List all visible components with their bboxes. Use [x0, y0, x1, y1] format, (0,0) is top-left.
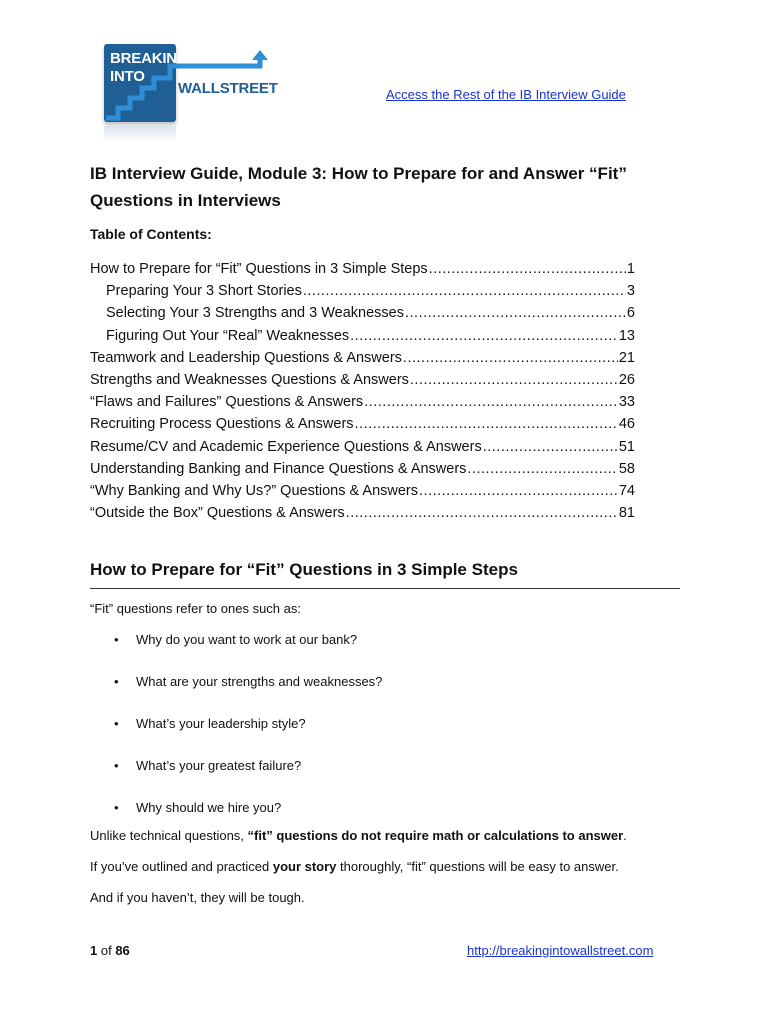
toc-entry-page: 51 — [618, 438, 635, 455]
fit-questions-list — [90, 630, 382, 840]
toc-heading: Table of Contents: — [90, 226, 212, 242]
toc-entry[interactable] — [90, 347, 635, 369]
toc-entry-title: Figuring Out Your “Real” Weaknesses — [106, 327, 350, 344]
toc-entry-title: Preparing Your 3 Short Stories — [106, 283, 302, 300]
paragraph-tough: And if you haven’t, they will be tough. — [90, 890, 305, 905]
toc-entry[interactable] — [90, 391, 635, 413]
toc-entry[interactable] — [90, 280, 635, 302]
emphasis-text: “fit” questions do not require math or calculations to answer — [247, 828, 624, 843]
toc-entry[interactable] — [90, 502, 635, 524]
toc-entry-page: 26 — [618, 371, 635, 388]
access-guide-link[interactable]: Access the Rest of the IB Interview Guide — [386, 87, 626, 102]
list-item — [90, 672, 382, 714]
toc-entry-page: 81 — [618, 505, 635, 522]
logo-word-into: INTO — [110, 68, 145, 85]
logo-word-breaking: BREAKING — [110, 50, 189, 67]
logo-word-wallstreet: WALLSTREET — [178, 80, 278, 97]
bullet-icon: • — [114, 716, 119, 731]
document-title: IB Interview Guide, Module 3: How to Prepare for and Answer “Fit” Questions in Interviews — [90, 164, 627, 210]
page-number: 1 of 86 — [90, 943, 130, 958]
toc-entry-title: “Flaws and Failures” Questions & Answers — [90, 394, 364, 411]
toc-entry-title: Teamwork and Leadership Questions & Answers — [90, 349, 402, 366]
toc-entry-page: 3 — [626, 283, 635, 300]
bullet-icon: • — [114, 674, 119, 689]
toc-entry-page: 33 — [618, 394, 635, 411]
toc-entry-page: 46 — [618, 416, 635, 433]
section-heading: How to Prepare for “Fit” Questions in 3 Simple Steps — [90, 560, 680, 589]
toc-entry-page: 21 — [618, 349, 635, 366]
list-item-text: What’s your greatest failure? — [136, 758, 302, 773]
toc-entry-page: 13 — [618, 327, 635, 344]
list-item — [90, 630, 382, 672]
emphasis-text: your story — [272, 859, 337, 874]
paragraph-technical: Unlike technical questions, “fit” questions do not require math or calculations to answer. — [90, 828, 627, 843]
toc-entry[interactable] — [90, 325, 635, 347]
toc-entry[interactable] — [90, 413, 635, 435]
paragraph-story: If you’ve outlined and practiced your story thoroughly, “fit” questions will be easy to answer. — [90, 859, 619, 874]
toc-entry-title: Resume/CV and Academic Experience Questions & Answers — [90, 438, 482, 455]
toc-entry-page: 6 — [626, 305, 635, 322]
list-item — [90, 714, 382, 756]
toc-entry-title: “Outside the Box” Questions & Answers — [90, 505, 345, 522]
breaking-into-wall-street-logo — [104, 44, 278, 144]
toc-entry-page: 58 — [618, 460, 635, 477]
toc-entry[interactable] — [90, 369, 635, 391]
toc-entry-title: Strengths and Weaknesses Questions & Answers — [90, 371, 409, 388]
toc-entry[interactable] — [90, 480, 635, 502]
list-item — [90, 756, 382, 798]
toc-entry-title: How to Prepare for “Fit” Questions in 3 Simple Steps — [90, 261, 428, 277]
toc-entry-title: Understanding Banking and Finance Questions & Answers — [90, 460, 467, 477]
toc-entry[interactable] — [90, 436, 635, 458]
list-item-text: Why should we hire you? — [136, 800, 282, 815]
toc-entry[interactable] — [90, 258, 635, 280]
toc-entry-title: “Why Banking and Why Us?” Questions & Answers — [90, 482, 418, 499]
table-of-contents — [90, 258, 635, 524]
list-item-text: What’s your leadership style? — [136, 716, 306, 731]
toc-entry-page: 1 — [626, 261, 635, 277]
bullet-icon: • — [114, 800, 119, 815]
toc-entry-title: Selecting Your 3 Strengths and 3 Weaknesses — [106, 305, 404, 322]
bullet-icon: • — [114, 758, 119, 773]
list-item-text: What are your strengths and weaknesses? — [136, 674, 383, 689]
toc-entry[interactable] — [90, 302, 635, 324]
list-item-text: Why do you want to work at our bank? — [136, 632, 358, 647]
toc-entry[interactable] — [90, 458, 635, 480]
toc-entry-title: Recruiting Process Questions & Answers — [90, 416, 354, 433]
bullet-icon: • — [114, 632, 119, 647]
website-link[interactable]: http://breakingintowallstreet.com — [467, 943, 654, 958]
toc-entry-page: 74 — [618, 482, 635, 499]
intro-text: “Fit” questions refer to ones such as: — [90, 601, 301, 616]
logo-reflection — [104, 126, 176, 142]
